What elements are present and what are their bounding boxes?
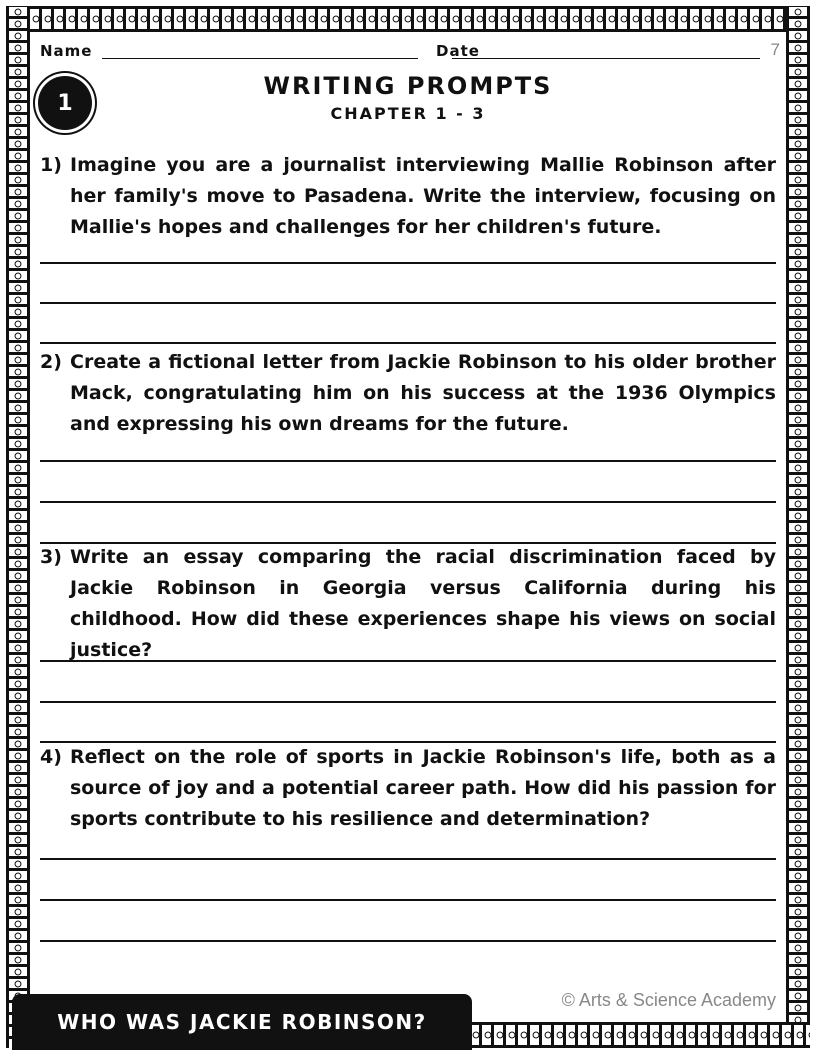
answer-line[interactable] <box>40 701 776 703</box>
prompt-4 <box>40 742 776 835</box>
answer-line[interactable] <box>40 660 776 662</box>
prompt-1 <box>40 150 776 243</box>
prompt-text: Write an essay comparing the racial discrimination faced by Jackie Robinson in Georgia versus California during his childhood. How did these experiences shape his views on social justice? <box>70 546 776 661</box>
answer-line[interactable] <box>40 460 776 462</box>
prompt-text: Create a fictional letter from Jackie Robinson to his older brother Mack, congratulating him on his success at the 1936 Olympics and expressing his own dreams for the future. <box>70 351 776 435</box>
name-date-header <box>40 40 780 62</box>
footer-title-banner: WHO WAS JACKIE ROBINSON? <box>12 994 472 1050</box>
prompt-number: 4) <box>40 746 62 768</box>
answer-line[interactable] <box>40 262 776 264</box>
name-label: Name <box>40 42 93 60</box>
copyright-notice: © Arts & Science Academy <box>561 990 776 1010</box>
answer-line[interactable] <box>40 302 776 304</box>
date-field[interactable] <box>452 58 760 59</box>
prompt-2 <box>40 347 776 440</box>
decorative-border-right <box>786 6 810 1048</box>
answer-line[interactable] <box>40 501 776 503</box>
decorative-border-bottom <box>470 1022 810 1048</box>
section-number-badge: 1 <box>38 76 92 130</box>
prompt-text: Imagine you are a journalist interviewing Mallie Robinson after her family's move to Pasadena. Write the interview, focusing on Mallie's hopes and challenges for her children's future. <box>70 154 776 238</box>
answer-line[interactable] <box>40 858 776 860</box>
page-number: 7 <box>770 40 780 59</box>
name-field[interactable] <box>102 58 418 59</box>
answer-line[interactable] <box>40 342 776 344</box>
prompt-number: 3) <box>40 546 62 568</box>
prompt-number: 1) <box>40 154 62 176</box>
answer-line[interactable] <box>40 899 776 901</box>
decorative-border-left <box>6 6 30 1048</box>
date-label: Date <box>436 42 480 60</box>
page-title: WRITING PROMPTS <box>263 72 553 100</box>
prompt-text: Reflect on the role of sports in Jackie Robinson's life, both as a source of joy and a potential career path. How did his passion for sports contribute to his resilience and determination? <box>70 746 776 830</box>
answer-line[interactable] <box>40 940 776 942</box>
page-subtitle: CHAPTER 1 - 3 <box>330 104 486 123</box>
prompt-3 <box>40 542 776 666</box>
prompt-number: 2) <box>40 351 62 373</box>
decorative-border-top <box>6 6 810 32</box>
